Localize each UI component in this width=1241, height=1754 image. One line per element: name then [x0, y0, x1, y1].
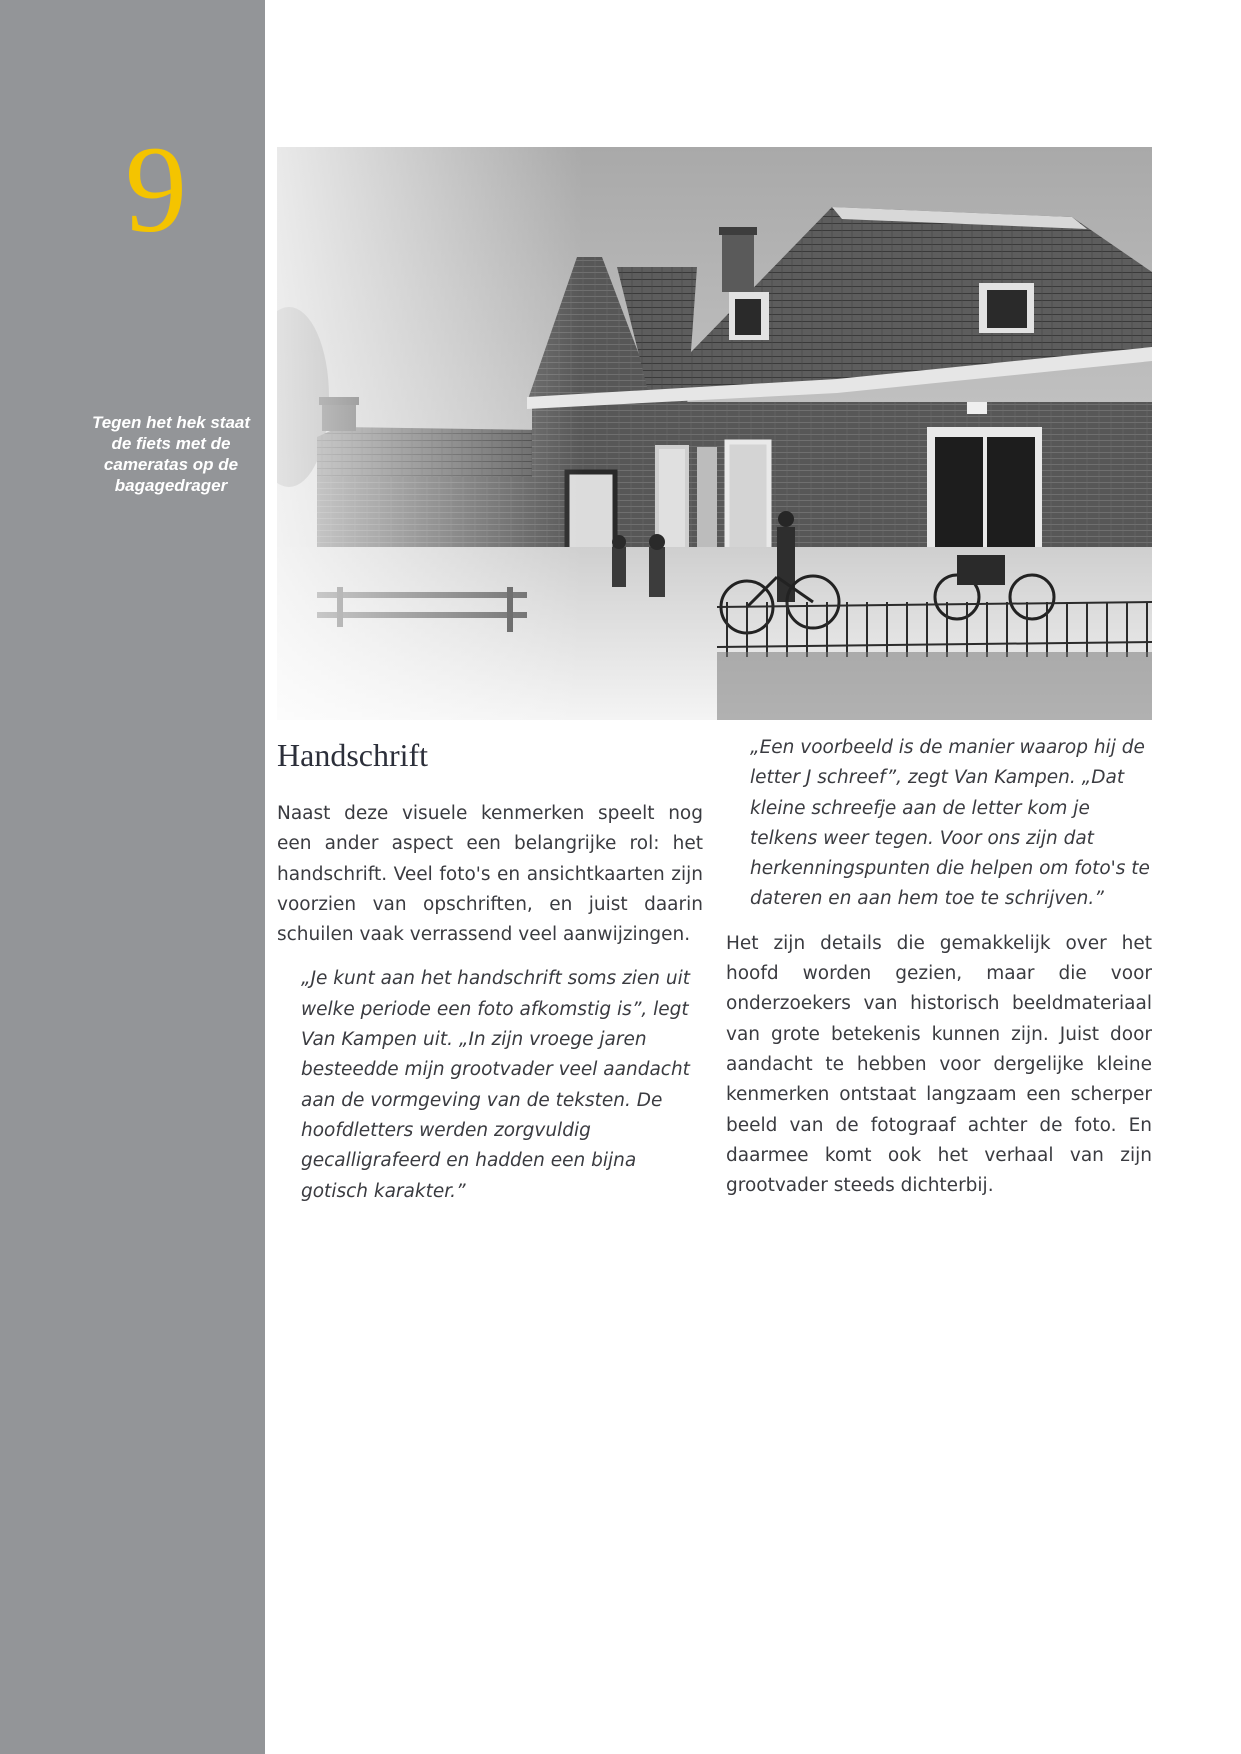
quote-letter-j: „Een voorbeeld is de manier waarop hij de letter J schreef”, zegt Van Kampen. „Dat kleine schreefje aan de letter kom je telkens weer tegen. Voor ons zijn dat herkenningspunten die helpen om foto's te dateren en aan hem toe te schrijven.” [750, 737, 1150, 910]
historic-photo [277, 147, 1152, 720]
paragraph-intro: Naast deze visuele kenmerken speelt nog een ander aspect een belangrijke rol: het handschrift. Veel foto's en ansichtkaarten zijn voorzien van opschriften, en juist daarin schuilen vaak verrassend veel aanwijzingen. [277, 803, 703, 946]
quote-handwriting-period: „Je kunt aan het handschrift soms zien uit welke periode een foto afkomstig is”, legt Van Kampen uit. „In zijn vroege jaren besteedde mijn grootvader veel aandacht aan de vormgeving van de teksten. De hoofdletters werden zorgvuldig gecalligrafeerd en hadden een bijna gotisch karakter.” [301, 968, 691, 1202]
section-heading: Handschrift [277, 737, 429, 773]
photo-caption: Tegen het hek staat de fiets met de cameratas op de bagagedrager [91, 413, 251, 495]
sidebar [0, 0, 265, 1754]
paragraph-conclusion: Het zijn details die gemakkelijk over het hoofd worden gezien, maar die voor onderzoekers van historisch beeldmateriaal van grote betekenis kunnen zijn. Juist door aandacht te hebben voor dergelijke kleine kenmerken ontstaat langzaam een scherper beeld van de fotograaf achter de foto. En daarmee komt ook het verhaal van zijn grootvader steeds dichterbij. [726, 932, 1152, 1197]
article-column-right [726, 733, 1152, 1201]
article-column-left [277, 733, 703, 1207]
page-number: 9 [125, 121, 187, 258]
